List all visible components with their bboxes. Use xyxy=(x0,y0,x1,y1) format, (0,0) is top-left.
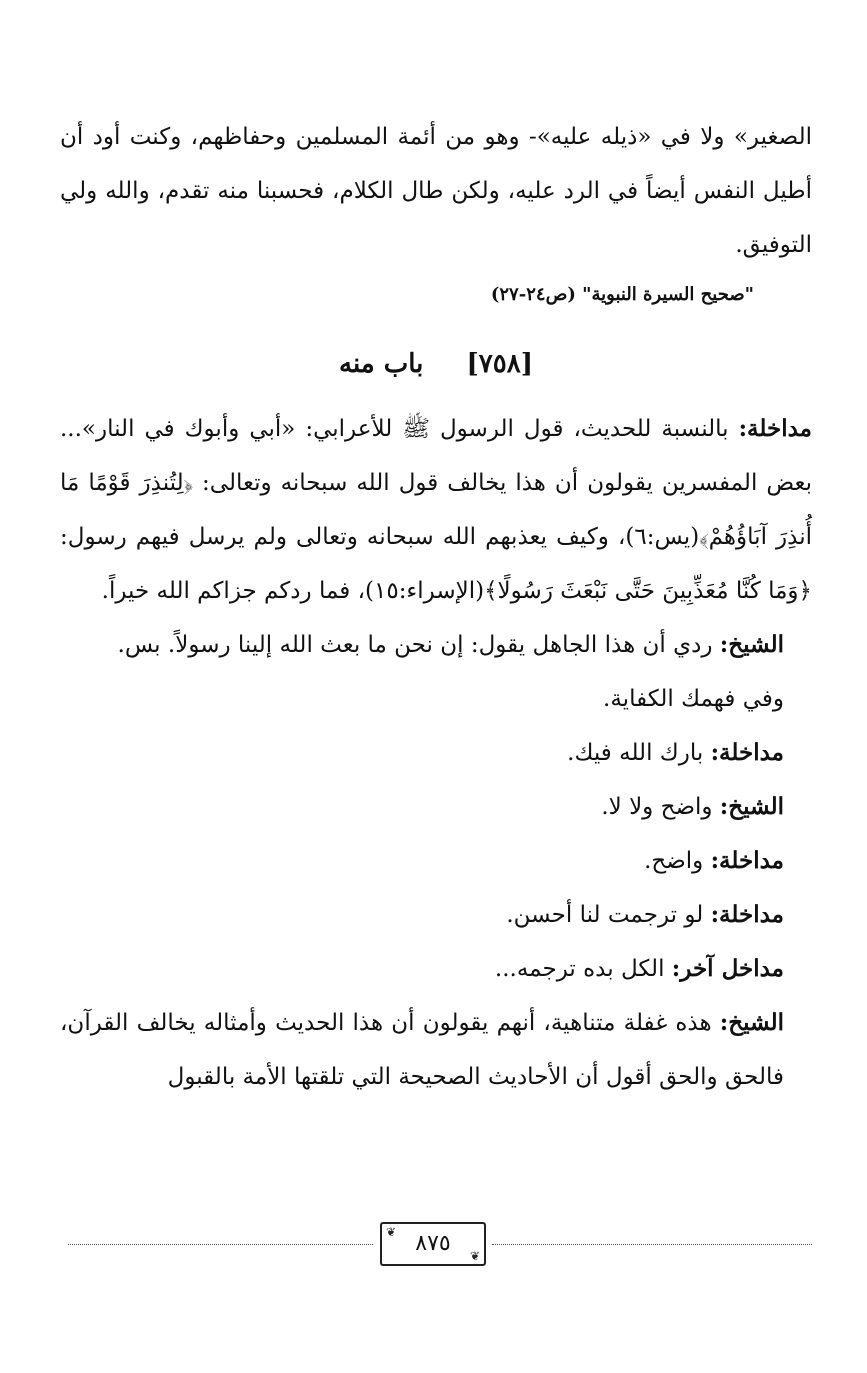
page-body xyxy=(60,110,812,1104)
dialogue-text: واضح ولا لا. xyxy=(601,794,713,820)
dialogue-text: ردي أن هذا الجاهل يقول: إن نحن ما بعث الله إلينا رسولاً. بس. xyxy=(117,632,713,658)
final-text: هذه غفلة متناهية، أنهم يقولون أن هذا الحديث وأمثاله يخالف القرآن، فالحق والحق أقول أن الأحاديث الصحيحة التي تلقتها الأمة بالقبول xyxy=(60,1010,784,1090)
speaker-label: مداخلة: xyxy=(738,415,812,442)
footer-rule-right xyxy=(492,1244,812,1245)
speaker-label: مداخلة: xyxy=(710,739,784,766)
dialogue-lines xyxy=(60,618,812,996)
dialogue-text: وفي فهمك الكفاية. xyxy=(603,686,784,712)
question-paragraph xyxy=(60,402,812,618)
page-number: ٨٧٥ xyxy=(415,1231,451,1256)
dialogue-line xyxy=(60,834,812,888)
continuation-paragraph: الصغير» ولا في «ذيله عليه»- وهو من أئمة المسلمين وحفاظهم، وكنت أود أن أطيل النفس أيضاً في الرد عليه، ولكن طال الكلام، فحسبنا منه تقدم، والله ولي التوفيق. xyxy=(60,124,812,258)
chapter-title: باب منه xyxy=(339,349,424,379)
page-number-badge xyxy=(380,1222,486,1266)
speaker-label: مداخل آخر: xyxy=(671,955,784,982)
speaker-label: الشيخ: xyxy=(719,631,784,658)
speaker-label: الشيخ: xyxy=(719,793,784,820)
dialogue-text: الكل بده ترجمه... xyxy=(494,956,665,982)
dialogue-line xyxy=(60,726,812,780)
chapter-number: [٧٥٨] xyxy=(466,349,533,379)
dialogue-line xyxy=(60,618,812,672)
dialogue-line xyxy=(60,780,812,834)
speaker-label: مداخلة: xyxy=(710,847,784,874)
dialogue-line xyxy=(60,888,812,942)
final-paragraph xyxy=(60,996,812,1104)
dialogue-line xyxy=(60,942,812,996)
dialogue-text: واضح. xyxy=(644,848,704,874)
question-text: بالنسبة للحديث، قول الرسول ﷺ للأعرابي: «أبي وأبوك في النار»... بعض المفسرين يقولون أن هذا يخالف قول الله سبحانه وتعالى: ﴿لِتُنذِرَ قَوْمًا مَا أُنذِرَ آبَاؤُهُمْ﴾(يس:٦)، وكيف يعذبهم الله سبحانه وتعالى ولم يرسل فيهم رسول: ﴿وَمَا كُنَّا مُعَذِّبِينَ حَتَّى نَبْعَثَ رَسُولًا﴾(الإسراء:١٥)، فما ردكم جزاكم الله خيراً. xyxy=(60,416,812,604)
footer-rule-left xyxy=(68,1244,373,1245)
dialogue-text: لو ترجمت لنا أحسن. xyxy=(506,902,704,928)
speaker-label: مداخلة: xyxy=(710,901,784,928)
ornament-icon: ❦ xyxy=(386,1225,397,1239)
dialogue-text: بارك الله فيك. xyxy=(567,740,704,766)
source-citation: "صحيح السيرة النبوية" (ص٢٤-٢٧) xyxy=(490,284,754,305)
ornament-icon: ❦ xyxy=(469,1249,480,1263)
page-footer xyxy=(68,1222,812,1272)
speaker-label: الشيخ: xyxy=(719,1009,784,1036)
chapter-heading xyxy=(60,344,812,384)
dialogue-line xyxy=(60,672,812,726)
